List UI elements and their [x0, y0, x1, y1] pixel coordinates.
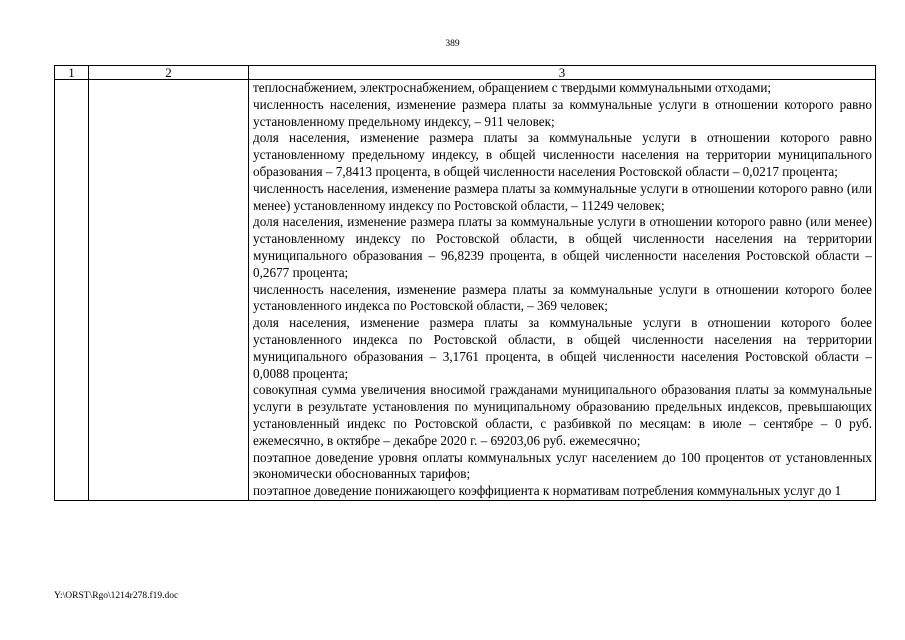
paragraph-population-equal-or-less-index: численность населения, изменение размера платы за коммунальные услуги в отношении которого равно (или менее) установленному индексу по Ростовской области, – 11249 человек; [253, 180, 872, 213]
column-1-cell [55, 80, 89, 501]
table-row [55, 80, 876, 501]
paragraph-share-equal-limit: доля населения, изменение размера платы за коммунальные услуги в отношении которого равно установленному предельному индексу, в общей численности населения на территории муниципального образования – 7,8413 процента, в общей численности населения Ростовской области – 0,0217 процента; [253, 130, 872, 179]
column-header-2: 2 [89, 66, 249, 80]
table-header-row [55, 66, 876, 80]
paragraph-population-equal-limit: численность населения, изменение размера платы за коммунальные услуги в отношении которого равно установленному предельному индексу, – 911 человек; [253, 96, 872, 129]
paragraph-share-above-index: доля населения, изменение размера платы за коммунальные услуги в отношении которого более установленного индекса по Ростовской области, в общей численности населения на территории муниципального образования – 3,1761 процента, в общей численности населения Ростовской области – 0,0088 процента; [253, 315, 872, 381]
paragraph-total-payment-increase: совокупная сумма увеличения вносимой гражданами муниципального образования платы за коммунальные услуги в результате установления по муниципальному образованию предельных индексов, превышающих установленный индекс по Ростовской области, с разбивкой по месяцам: в июле – сентябре – 0 руб. ежемесячно, в октябре – декабре 2020 г. – 69203,06 руб. ежемесячно; [253, 382, 872, 448]
paragraph-share-equal-or-less-index: доля населения, изменение размера платы за коммунальные услуги в отношении которого равно (или менее) установленному индексу по Ростовской области, в общей численности населения на территории муниципального образования – 96,8239 процента, в общей численности населения Ростовской области – 0,2677 процента; [253, 214, 872, 280]
column-2-cell [89, 80, 249, 501]
paragraph-utilities-list: теплоснабжением, электроснабжением, обращением с твердыми коммунальными отходами; [253, 80, 772, 95]
page-number: 389 [445, 39, 460, 49]
column-3-cell [249, 80, 876, 501]
document-table [54, 65, 876, 501]
column-header-1: 1 [55, 66, 89, 80]
paragraph-coefficient-increase: поэтапное доведение понижающего коэффициента к нормативам потребления коммунальных услуг до 1 [253, 483, 842, 499]
file-path-footer: Y:\ORST\Rgo\1214r278.f19.doc [54, 591, 179, 601]
paragraph-payment-level-increase: поэтапное доведение уровня оплаты коммунальных услуг населением до 100 процентов от установленных экономически обоснованных тарифов; [253, 449, 872, 482]
paragraph-population-above-index: численность населения, изменение размера платы за коммунальные услуги в отношении которого более установленного индекса по Ростовской области, – 369 человек; [253, 281, 872, 314]
column-header-3: 3 [249, 66, 876, 80]
